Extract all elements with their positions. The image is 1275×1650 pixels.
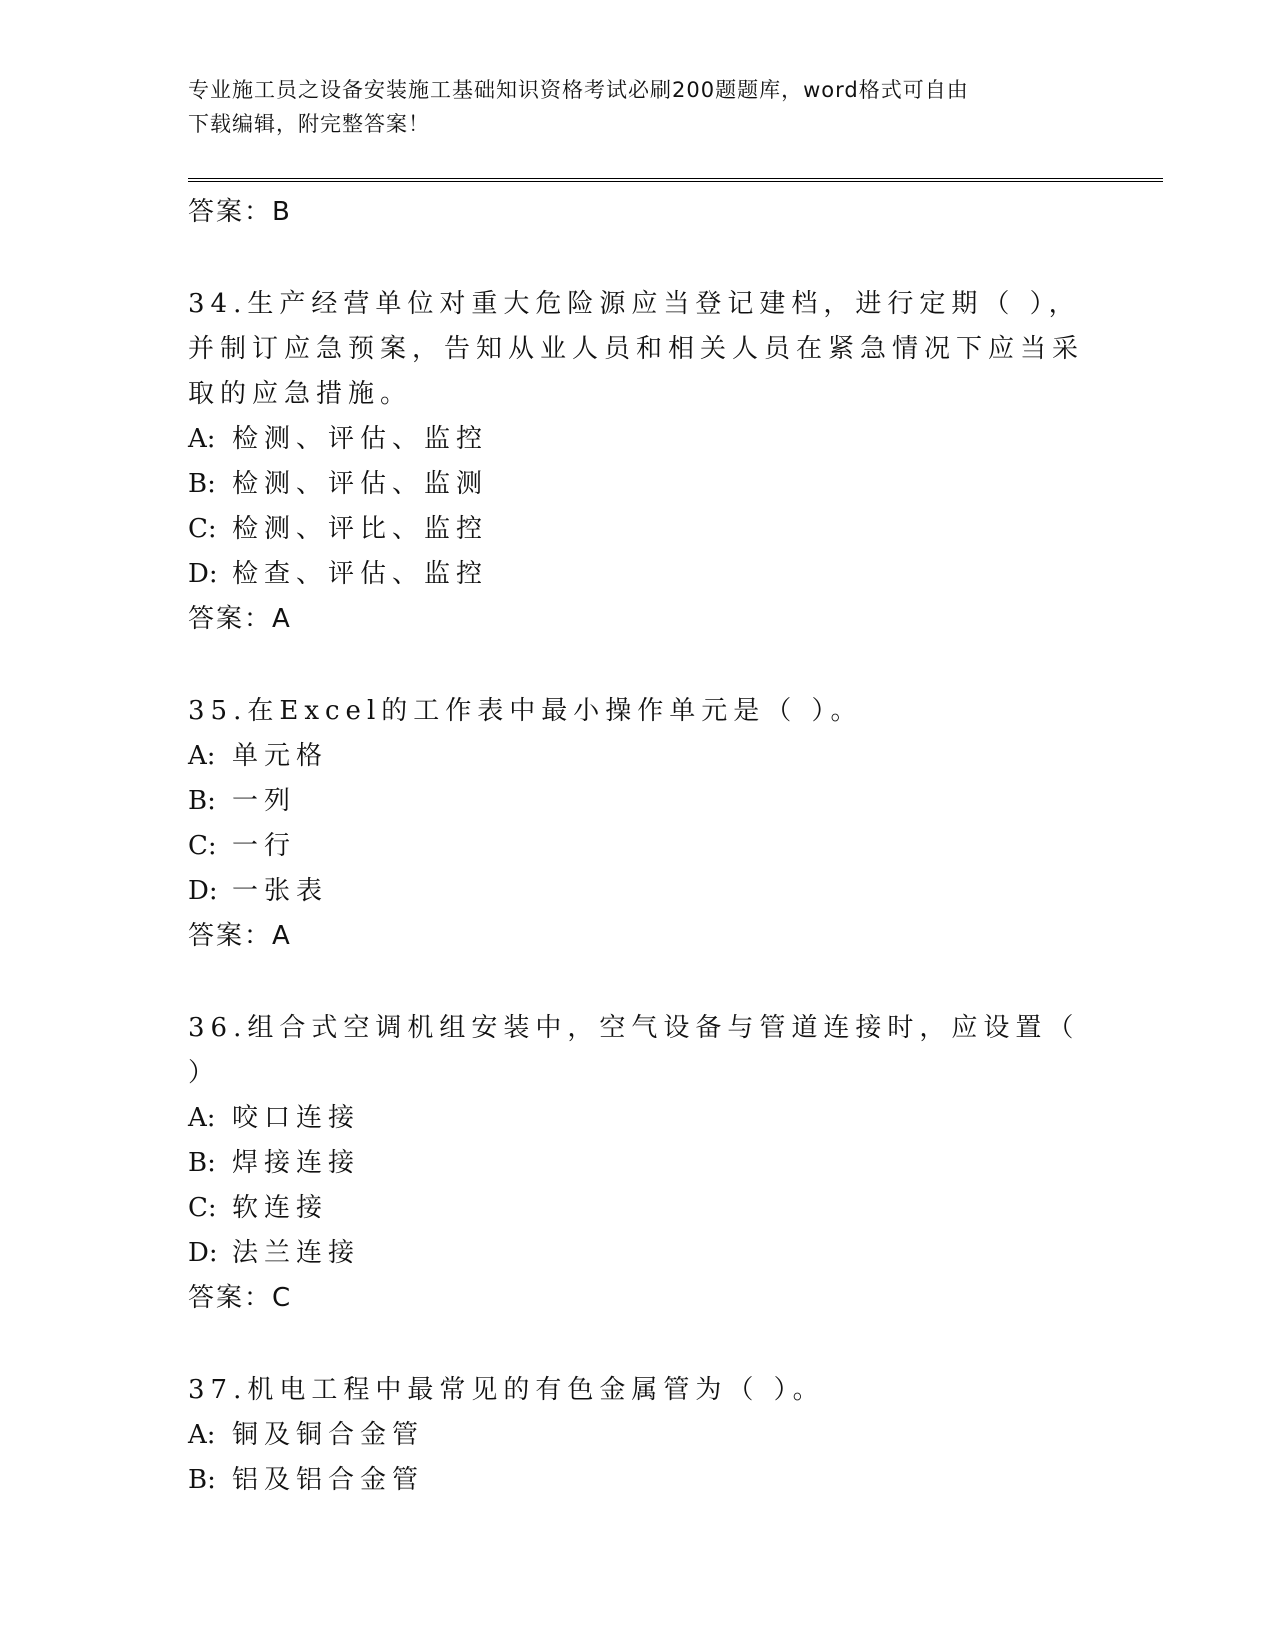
question-item [188,1368,1088,1503]
option-d [188,552,1088,597]
option-b [188,1458,1088,1503]
header-divider [188,178,1163,182]
option-text: 检查、评估、监控 [232,559,489,589]
option-c [188,1186,1088,1231]
option-text: 单元格 [232,741,329,771]
option-key: A: [188,1420,216,1450]
header-title-line-2: 下载编辑，附完整答案！ [188,112,430,136]
option-key: A: [188,424,216,454]
option-a [188,734,1088,779]
option-b [188,1141,1088,1186]
option-d [188,1231,1088,1276]
option-b [188,779,1088,824]
header-title-line-1: 专业施工员之设备安装施工基础知识资格考试必刷200题题库，word格式可自由 [188,78,969,102]
option-text: 检测、评估、监测 [232,469,489,499]
option-key: D: [188,876,218,906]
option-key: B: [188,469,216,499]
option-key: B: [188,1465,216,1495]
option-text: 铝及铝合金管 [232,1465,425,1495]
option-a [188,1096,1088,1141]
question-stem: 37.机电工程中最常见的有色金属管为（ ）。 [188,1375,825,1405]
question-item [188,282,1088,642]
option-c [188,824,1088,869]
option-key: B: [188,1148,216,1178]
question-stem: 34.生产经营单位对重大危险源应当登记建档，进行定期（ ），并制订应急预案，告知从业人员和相关人员在紧急情况下应当采取的应急措施。 [188,289,1085,409]
question-item [188,1006,1088,1321]
option-key: D: [188,559,218,589]
option-text: 检测、评比、监控 [232,514,489,544]
option-text: 一行 [232,831,297,861]
question-list [188,190,1088,1503]
question-item [188,689,1088,959]
option-key: A: [188,1103,216,1133]
option-c [188,507,1088,552]
answer-line: 答案：A [188,921,292,951]
option-text: 一列 [232,786,297,816]
option-b [188,462,1088,507]
option-a [188,1413,1088,1458]
option-a [188,417,1088,462]
answer-line: 答案：B [188,197,292,227]
document-header [188,73,1068,141]
option-key: C: [188,831,217,861]
option-key: B: [188,786,216,816]
question-stem: 36.组合式空调机组安装中，空气设备与管道连接时，应设置（ ） [188,1013,1080,1088]
option-text: 铜及铜合金管 [232,1420,425,1450]
option-key: A: [188,741,216,771]
option-text: 一张表 [232,876,329,906]
option-text: 软连接 [232,1193,329,1223]
question-stem: 35.在Excel的工作表中最小操作单元是（ ）。 [188,696,863,726]
option-text: 焊接连接 [232,1148,361,1178]
option-key: C: [188,1193,217,1223]
answer-line: 答案：C [188,1283,293,1313]
option-text: 咬口连接 [232,1103,361,1133]
answer-line: 答案：A [188,604,292,634]
option-d [188,869,1088,914]
option-text: 法兰连接 [232,1238,361,1268]
option-key: C: [188,514,217,544]
option-text: 检测、评估、监控 [232,424,489,454]
option-key: D: [188,1238,218,1268]
